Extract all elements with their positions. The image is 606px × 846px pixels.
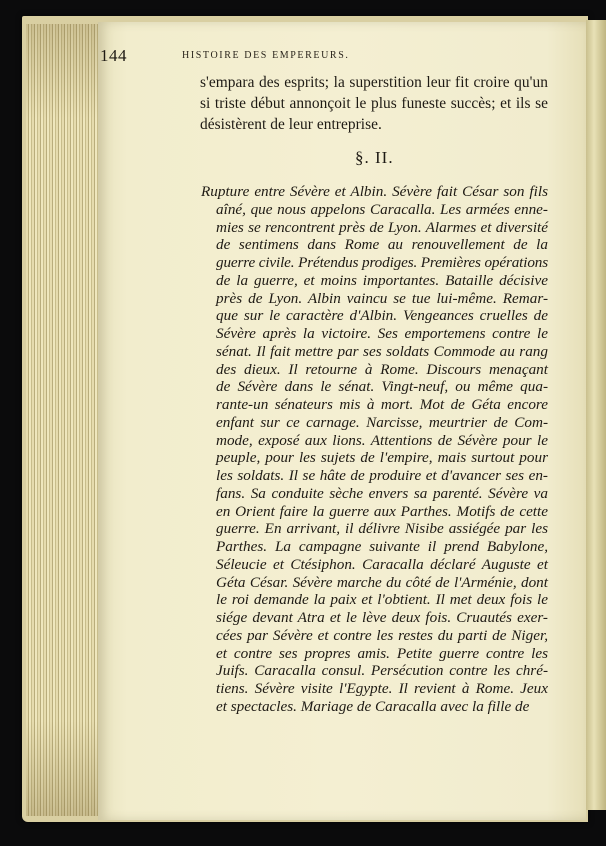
summary-line: mies se rencontrent près de Lyon. Alarmes et diversité <box>216 218 548 236</box>
summary-line: guerre civile. Prétendus prodiges. Premières opérations <box>216 254 548 271</box>
summary-line: cées par Sévère et contre les restes du parti de Niger, <box>216 626 548 644</box>
running-title: HISTOIRE DES EMPEREURS. <box>182 50 350 61</box>
summary-line: en Orient faire la guerre aux Parthes. Motifs de cette <box>216 502 548 520</box>
facing-page-edge <box>586 20 606 810</box>
summary-line: et contre ses propres amis. Petite guerre contre les <box>216 644 548 662</box>
summary-line: peuple, pour les sujets de l'empire, mais surtout pour <box>216 449 548 467</box>
summary-line: le roi demande la paix et l'obtient. Il met deux fois le <box>216 591 548 609</box>
summary-line: les soldats. Il se hâte de produire et d'avancer ses en- <box>216 467 548 484</box>
summary-line: et spectacles. Mariage de Caracalla avec la fille de <box>216 697 530 715</box>
intro-line: si triste début annonçoit le plus funeste succès; et ils se <box>200 95 548 112</box>
summary-line: enfant sur ce carnage. Narcisse, meurtrier de Com- <box>216 413 548 431</box>
summary-line: guerre. En arrivant, il délivre Nisibe assiégée par les <box>216 520 548 538</box>
summary-line: aîné, que nous appelons Caracalla. Les armées enne- <box>216 200 548 218</box>
summary-line: Juifs. Caracalla consul. Persécution contre les chré- <box>216 662 548 680</box>
summary-line: Géta César. Sévère marche du côté de l'Arménie, dont <box>216 573 548 591</box>
summary-line: près de Lyon. Albin vaincu se tue lui-même. Remar- <box>216 289 548 307</box>
summary-line: de la guerre, et moins importantes. Bataille décisive <box>216 271 548 289</box>
summary-line: Sévère après la victoire. Ses emportemens contre le <box>216 325 548 342</box>
intro-line: désistèrent de leur entreprise. <box>200 116 382 133</box>
summary-line: que sur le caractère d'Albin. Vengeances cruelles de <box>216 307 548 325</box>
summary-line: sénat. Il fait mettre par ses soldats Commode au rang <box>216 342 548 360</box>
section-heading: §. II. <box>355 148 394 167</box>
page-edges-stack <box>26 24 99 816</box>
summary-line: mode, exposé aux lions. Attentions de Sévère pour le <box>216 431 548 449</box>
running-head <box>100 46 552 68</box>
summary-line: de sentimens dans Rome au renouvellement de la <box>216 236 548 254</box>
summary-line: tiens. Sévère visite l'Egypte. Il revient à Rome. Jeux <box>216 680 548 697</box>
summary-line: rante-un sénateurs mis à mort. Mot de Géta encore <box>216 396 548 413</box>
summary-line: des dieux. Il retourne à Rome. Discours menaçant <box>216 360 548 378</box>
summary-line: de Sévère dans le sénat. Vingt-neuf, ou même qua- <box>216 378 548 396</box>
summary-line: siége devant Atra et le lève deux fois. Cruautés exer- <box>216 609 548 626</box>
page-number: 144 <box>100 46 127 65</box>
intro-line: s'empara des esprits; la superstition leur fit croire qu'un <box>200 74 548 91</box>
summary-line: fans. Sa conduite sèche envers sa parenté. Sévère va <box>216 484 548 502</box>
summary-line: Parthes. La campagne suivante il prend Babylone, <box>216 538 548 555</box>
summary-line: Séleucie et Ctésiphon. Caracalla déclaré Auguste et <box>216 555 548 573</box>
summary-line: Rupture entre Sévère et Albin. Sévère fait César son fils <box>201 183 548 200</box>
